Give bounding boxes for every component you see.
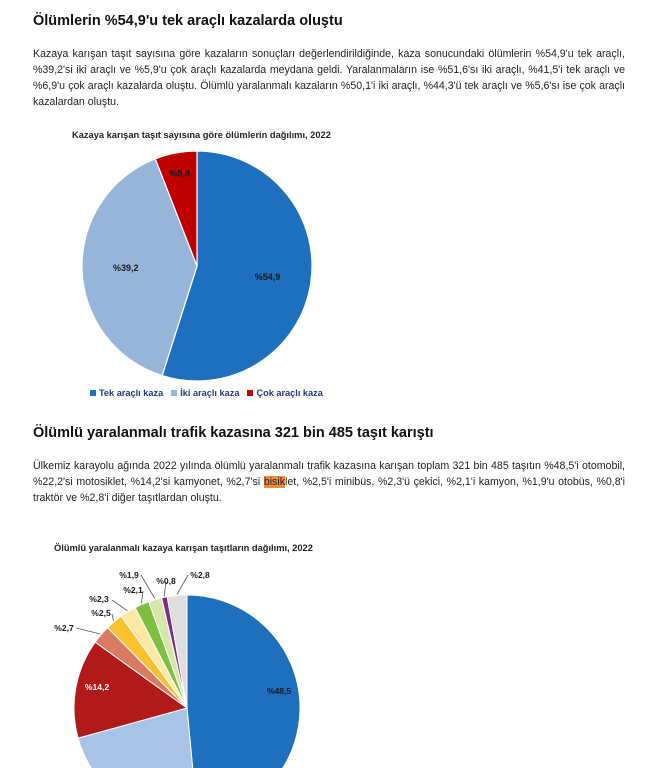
- chart2-data-label-9: %2,8: [190, 570, 210, 580]
- chart2-slice-0: [187, 595, 300, 768]
- section1-paragraph: Kazaya karışan taşıt sayısına göre kazaların sonuçları değerlendirildiğinde, kaza sonucundaki ölümlerin %54,9'u tek araçlı, %39,2'si iki araçlı ve %5,9'u çok araçlı kazalarda meydana geldi. Yaralanmaların ise %51,6'sı iki araçlı, %41,5'i tek araçlı ve %6,9'u çok araçlı kazalarda oluştu. Ölümlü yaralanmalı kazaların %50,1'i iki araçlı, %44,3'ü tek araçlı ve %5,6'sı ise çok araçlı kazalardan oluştu.: [33, 48, 625, 108]
- chart2-data-label-5: %2,3: [89, 594, 109, 604]
- section1-heading: Ölümlerin %54,9'u tek araçlı kazalarda oluştu: [33, 13, 343, 29]
- legend-swatch-iki: [171, 390, 177, 396]
- legend-item-cok: [247, 388, 322, 398]
- chart2-data-label-3: %2,7: [54, 623, 74, 633]
- chart2-leader-line-7: [141, 575, 155, 599]
- chart1-pie: [0, 145, 652, 385]
- chart1-data-label-2: %5,9: [169, 168, 190, 179]
- chart2-data-label-6: %2,1: [123, 585, 143, 595]
- chart2-pie: [0, 558, 652, 768]
- chart1-data-label-0: %54,9: [254, 271, 281, 282]
- legend-swatch-tek: [90, 390, 96, 396]
- highlighted-word: bisik: [263, 476, 286, 488]
- section2-heading: Ölümlü yaralanmalı trafik kazasına 321 bin 485 taşıt karıştı: [33, 425, 434, 441]
- legend-label-cok: Çok araçlı kaza: [256, 388, 323, 398]
- section2-paragraph: [33, 458, 625, 506]
- section2-text-b: let, %2,5'i minibüs, %2,3'ü çekici, %2,1'i kamyon, %1,9'u otobüs, %0,8'i traktör ve %2,8'i diğer taşıtlardan oluştu.: [33, 476, 625, 504]
- chart2-data-label-7: %1,9: [119, 570, 139, 580]
- chart2-data-label-8: %0,8: [156, 576, 176, 586]
- legend-label-tek: Tek araçlı kaza: [99, 388, 164, 398]
- legend-item-tek: [90, 388, 163, 398]
- chart2-leader-line-5: [112, 600, 127, 611]
- legend-item-iki: [171, 388, 239, 398]
- chart2-data-label-4: %2,5: [91, 608, 111, 618]
- section2-text-a: Ülkemiz karayolu ağında 2022 yılında ölümlü yaralanmalı trafik kazasına karışan toplam 321 bin 485 taşıtın %48,5'i otomobil, %22,2'si motosiklet, %14,2'si kamyonet, %2,7'si: [33, 460, 625, 488]
- chart2-leader-line-9: [177, 575, 188, 594]
- legend-swatch-cok: [247, 390, 253, 396]
- chart2-data-label-2: %14,2: [84, 682, 110, 692]
- chart2-title: Ölümlü yaralanmalı kazaya karışan taşıtların dağılımı, 2022: [54, 543, 313, 553]
- legend-label-iki: İki araçlı kaza: [180, 388, 240, 398]
- chart1-legend: [90, 388, 323, 398]
- chart2-leader-line-3: [76, 628, 100, 634]
- chart1-title: Kazaya karışan taşıt sayısına göre ölümlerin dağılımı, 2022: [72, 130, 331, 140]
- chart2-leader-line-4: [112, 614, 114, 621]
- chart1-data-label-1: %39,2: [112, 263, 139, 274]
- chart2-data-label-0: %48,5: [266, 686, 292, 696]
